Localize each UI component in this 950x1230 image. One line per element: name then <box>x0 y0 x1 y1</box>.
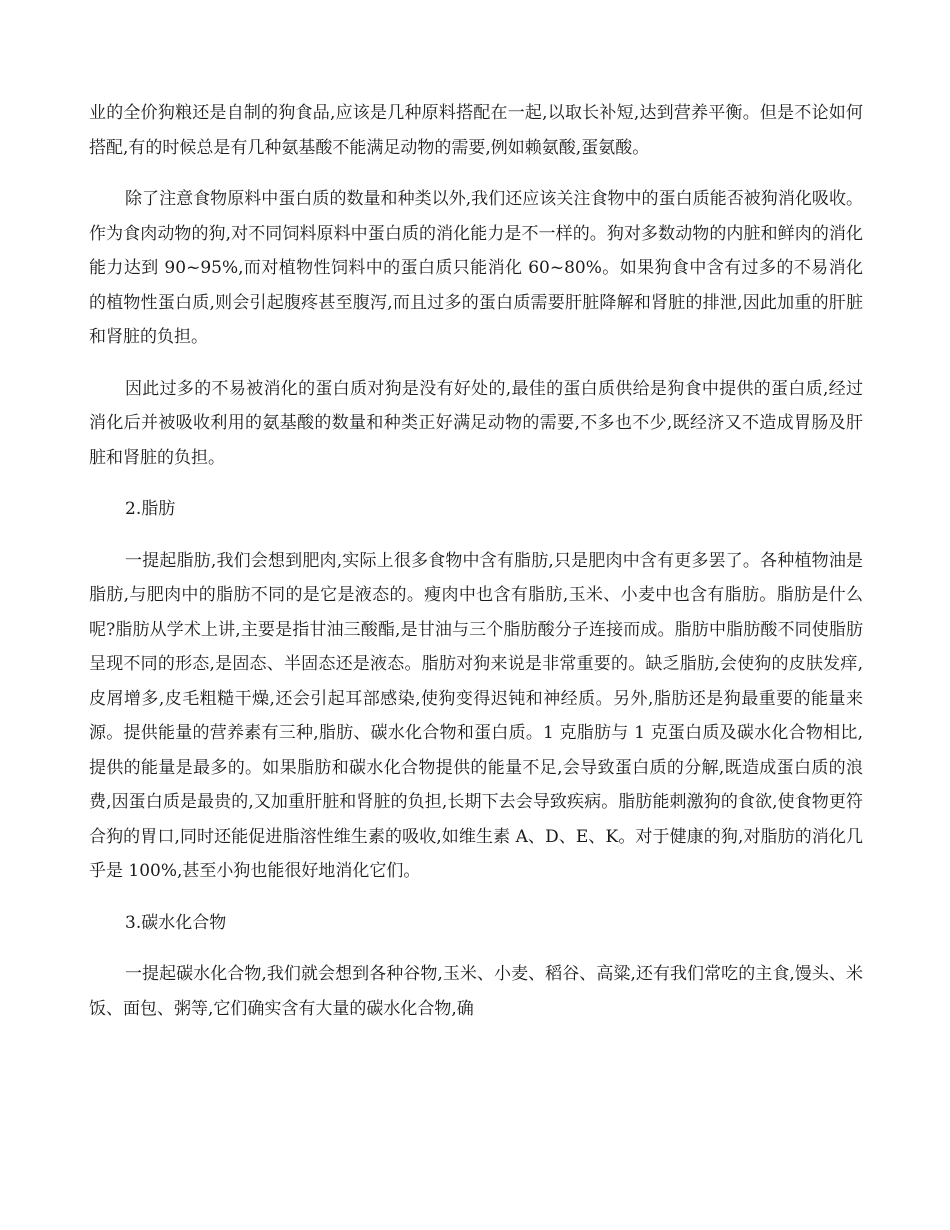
paragraph-protein-supply: 因此过多的不易被消化的蛋白质对狗是没有好处的,最佳的蛋白质供给是狗食中提供的蛋白质,经过消化后并被吸收利用的氨基酸的数量和种类正好满足动物的需要,不多也不少,既经济又不造成胃肠及肝脏和肾脏的负担。 <box>89 378 863 468</box>
paragraph-continuation: 业的全价狗粮还是自制的狗食品,应该是几种原料搭配在一起,以取长补短,达到营养平衡。但是不论如何搭配,有的时候总是有几种氨基酸不能满足动物的需要,例如赖氨酸,蛋氨酸。 <box>89 103 863 158</box>
section-heading-carbohydrate: 3.碳水化合物 <box>125 912 227 933</box>
paragraph-protein-digestion: 除了注意食物原料中蛋白质的数量和种类以外,我们还应该关注食物中的蛋白质能否被狗消化吸收。作为食肉动物的狗,对不同饲料原料中蛋白质的消化能力是不一样的。狗对多数动物的内脏和鲜肉的消化能力达到 90~95%,而对植物性饲料中的蛋白质只能消化 60~80%。如果狗食中含有过多的不易消化的植物性蛋白质,则会引起腹疼甚至腹泻,而且过多的蛋白质需要肝脏降解和肾脏的排泄,因此加重的肝脏和肾脏的负担。 <box>89 189 863 347</box>
paragraph-carbohydrate: 一提起碳水化合物,我们就会想到各种谷物,玉米、小麦、稻谷、高粱,还有我们常吃的主食,馒头、米饭、面包、粥等,它们确实含有大量的碳水化合物,确 <box>89 964 863 1019</box>
section-heading-fat: 2.脂肪 <box>125 499 176 519</box>
document-body <box>89 96 863 1043</box>
paragraph-fat: 一提起脂肪,我们会想到肥肉,实际上很多食物中含有脂肪,只是肥肉中含有更多罢了。各种植物油是脂肪,与肥肉中的脂肪不同的是它是液态的。瘦肉中也含有脂肪,玉米、小麦中也含有脂肪。脂肪是什么呢?脂肪从学术上讲,主要是指甘油三酸酯,是甘油与三个脂肪酸分子连接而成。脂肪中脂肪酸不同使脂肪呈现不同的形态,是固态、半固态还是液态。脂肪对狗来说是非常重要的。缺乏脂肪,会使狗的皮肤发痒,皮屑增多,皮毛粗糙干燥,还会引起耳部感染,使狗变得迟钝和神经质。另外,脂肪还是狗最重要的能量来源。提供能量的营养素有三种,脂肪、碳水化合物和蛋白质。1 克脂肪与 1 克蛋白质及碳水化合物相比,提供的能量是最多的。如果脂肪和碳水化合物提供的能量不足,会导致蛋白质的分解,既造成蛋白质的浪费,因蛋白质是最贵的,又加重肝脏和肾脏的负担,长期下去会导致疾病。脂肪能刺激狗的食欲,使食物更符合狗的胃口,同时还能促进脂溶性维生素的吸收,如维生素 A、D、E、K。对于健康的狗,对脂肪的消化几乎是 100%,甚至小狗也能很好地消化它们。 <box>89 550 863 881</box>
